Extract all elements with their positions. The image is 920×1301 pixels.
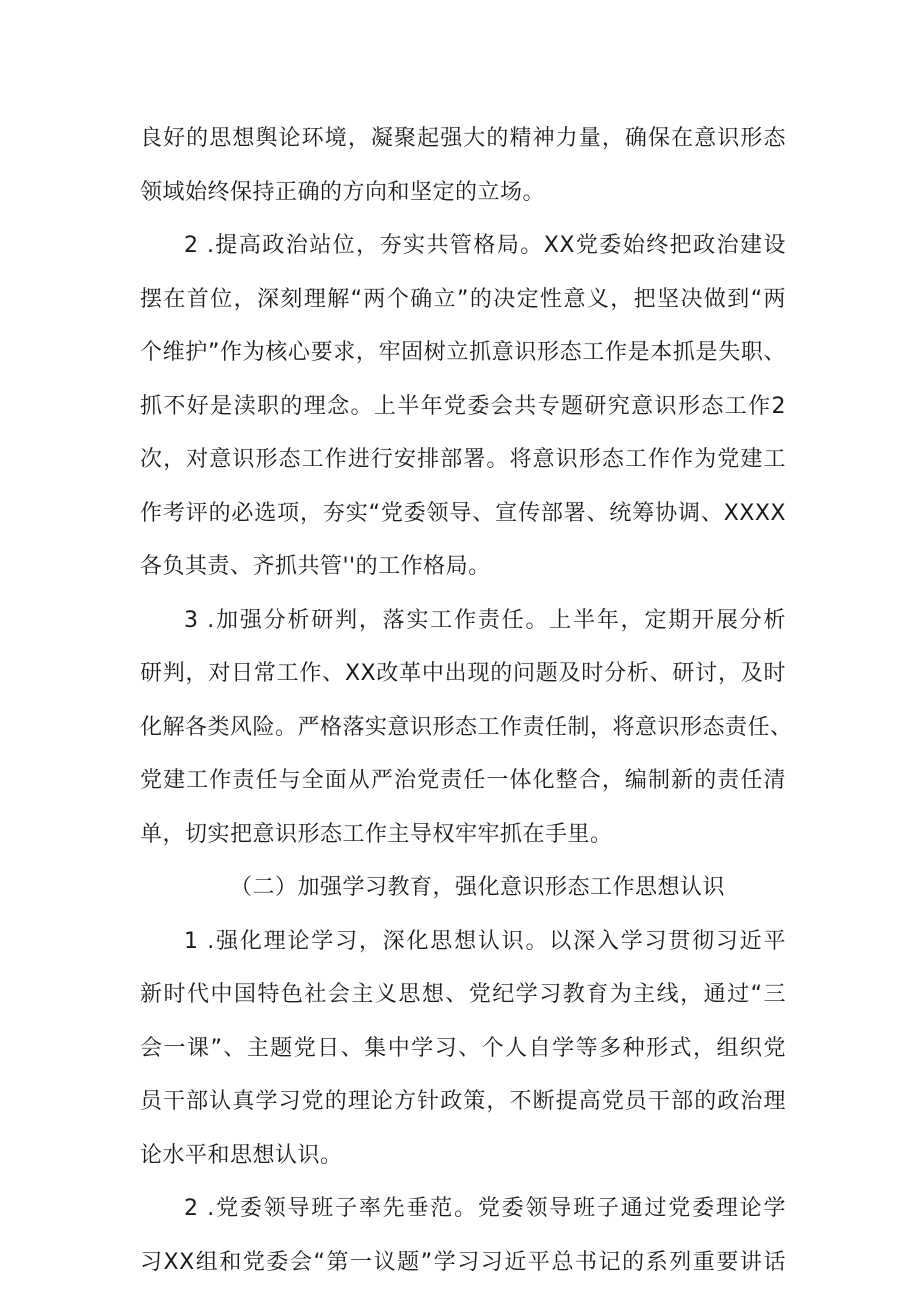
paragraph-line: 会一课”、主题党日、集中学习、个人自学等多种形式，组织党 [140,1035,786,1061]
paragraph-line: 员干部认真学习党的理论方针政策，不断提高党员干部的政治理 [140,1089,786,1114]
paragraph-line: 个维护”作为核心要求，牢固树立抓意识形态工作是本抓是失职、 [140,340,786,365]
paragraph-line: 2 .提高政治站位，夯实共管格局。XX党委始终把政治建设 [184,233,786,258]
paragraph-line: 单，切实把意识形态工作主导权牢牢抓在手里。 [140,821,613,847]
paragraph-line: 2 .党委领导班子率先垂范。党委领导班子通过党委理论学 [184,1196,786,1221]
paragraph-line: 摆在首位，深刻理解“两个确立”的决定性意义，把坚决做到“两 [140,286,786,312]
document-body [140,112,793,1289]
paragraph-line: 党建工作责任与全面从严治党责任一体化整合，编制新的责任清 [140,768,786,793]
paragraph-line: 各负其责、齐抓共管''的工作格局。 [140,554,491,579]
paragraph-line: 论水平和思想认识。 [140,1142,343,1168]
paragraph-line: 作考评的必选项，夯实“党委领导、宣传部署、统筹协调、XXXX [140,500,786,526]
paragraph-line: 3 .加强分析研判，落实工作责任。上半年，定期开展分析 [184,607,786,633]
paragraph-line: 次，对意识形态工作进行安排部署。将意识形态工作作为党建工 [140,447,786,472]
paragraph-line: 习XX组和党委会“第一议题”学习习近平总书记的系列重要讲话 [140,1249,786,1275]
section-heading: （二）加强学习教育，强化意识形态工作思想认识 [230,875,726,900]
paragraph-line: 研判，对日常工作、XX改革中出现的问题及时分析、研讨，及时 [140,661,786,686]
paragraph-line: 新时代中国特色社会主义思想、党纪学习教育为主线，通过“三 [140,982,786,1007]
paragraph-line: 1 .强化理论学习，深化思想认识。以深入学习贯彻习近平 [184,928,786,954]
paragraph-line: 领域始终保持正确的方向和坚定的立场。 [140,179,546,205]
paragraph-line: 化解各类风险。严格落实意识形态工作责任制，将意识形态责任、 [140,714,793,740]
paragraph-line: 抓不好是渎职的理念。上半年党委会共专题研究意识形态工作2 [140,393,786,419]
paragraph-line: 良好的思想舆论环境，凝聚起强大的精神力量，确保在意识形态 [140,126,786,151]
